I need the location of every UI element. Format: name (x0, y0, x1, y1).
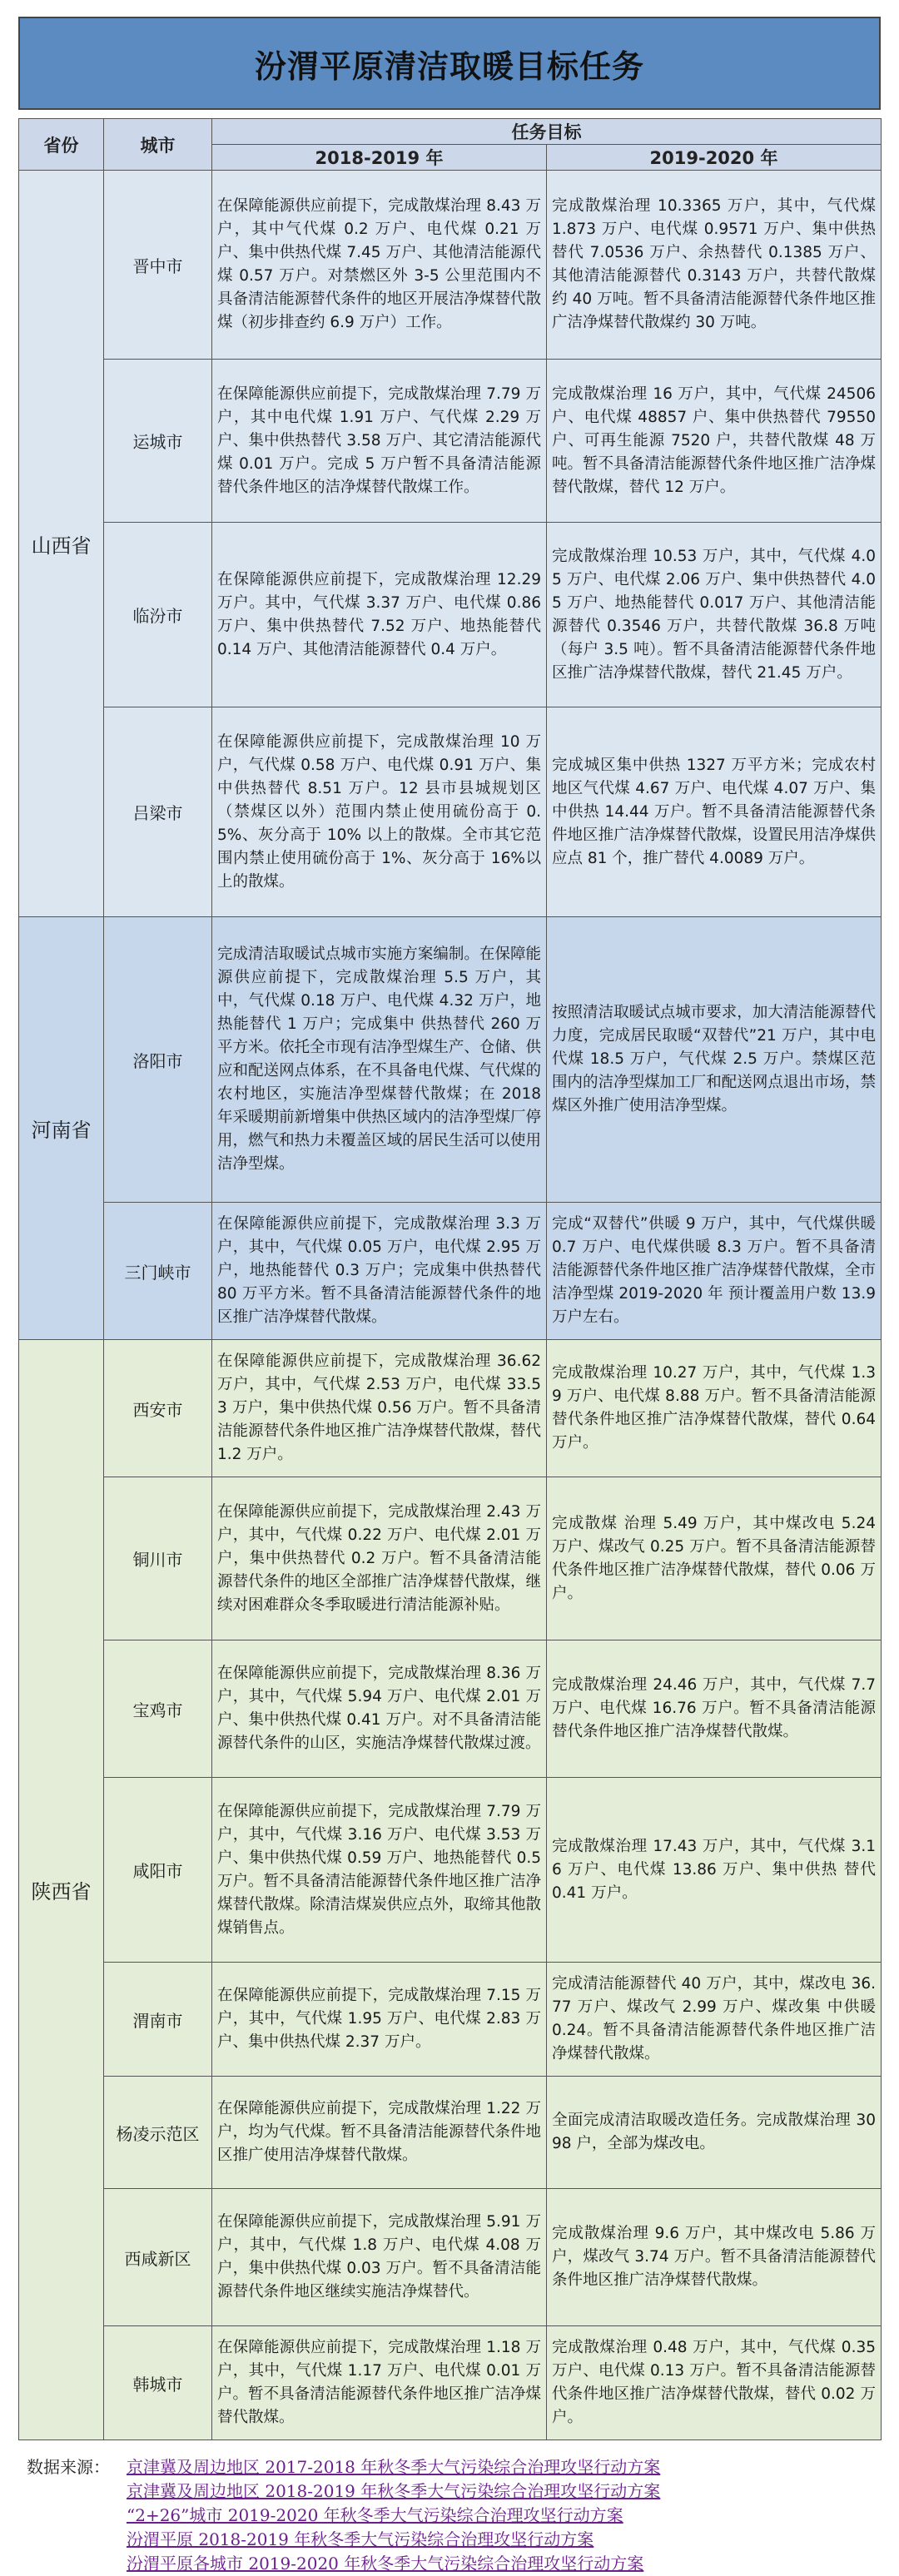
target-2019-2020-cell: 全面完成清洁取暖改造任务。完成散煤治理 3098 户，全部为煤改电。 (547, 2077, 882, 2189)
title-bar (18, 17, 881, 110)
table-row (19, 523, 882, 707)
city-cell: 临汾市 (104, 523, 212, 707)
city-cell: 渭南市 (104, 1963, 212, 2077)
target-2018-2019-cell: 在保障能源供应前提下，完成散煤治理 36.62 万户，其中，气代煤 2.53 万户，电代煤 33.53 万户，集中供热代煤 0.56 万户。暂不具备清洁能源替代条件地区推广洁净煤替代散煤，替代 1.2 万户。 (212, 1340, 547, 1477)
table-row (19, 2189, 882, 2326)
province-cell: 河南省 (19, 917, 104, 1340)
city-cell: 运城市 (104, 360, 212, 523)
table-row (19, 171, 882, 360)
target-2019-2020-cell: 完成“双替代”供暖 9 万户，其中，气代煤供暖 0.7 万户、电代煤供暖 8.3 万户。暂不具备清洁能源替代条件地区推广洁净煤替代散煤，全市洁净型煤 2019-2020 年 预计覆盖用户数 13.9 万户左右。 (547, 1203, 882, 1340)
target-2018-2019-cell: 在保障能源供应前提下，完成散煤治理 1.22 万户，均为气代煤。暂不具备清洁能源替代条件地区推广使用洁净煤替代散煤。 (212, 2077, 547, 2189)
city-cell: 韩城市 (104, 2326, 212, 2440)
target-2019-2020-cell: 完成散煤治理 10.27 万户，其中，气代煤 1.39 万户、电代煤 8.88 万户。暂不具备清洁能源替代条件地区推广洁净煤替代散煤，替代 0.64 万户。 (547, 1340, 882, 1477)
city-cell: 咸阳市 (104, 1778, 212, 1963)
city-cell: 洛阳市 (104, 917, 212, 1203)
table-row (19, 1963, 882, 2077)
target-2018-2019-cell: 在保障能源供应前提下，完成散煤治理 7.15 万户，其中，气代煤 1.95 万户、电代煤 2.83 万户、集中供热代煤 2.37 万户。 (212, 1963, 547, 2077)
city-cell: 杨凌示范区 (104, 2077, 212, 2189)
target-2018-2019-cell: 在保障能源供应前提下，完成散煤治理 3.3 万户，其中，气代煤 0.05 万户，电代煤 2.95 万户，地热能替代 0.3 万户；完成集中供热替代 80 万平方米。暂不具备清洁能源替代条件的地区推广洁净煤替代散煤。 (212, 1203, 547, 1340)
source-link[interactable]: 汾渭平原各城市 2019-2020 年秋冬季大气污染综合治理攻坚行动方案 (127, 2554, 644, 2574)
target-2018-2019-cell: 在保障能源供应前提下，完成散煤治理 7.79 万户，其中，气代煤 3.16 万户、电代煤 3.53 万户、集中供热代煤 0.59 万户、地热能替代 0.5 万户。暂不具备清洁能源替代条件地区推广洁净煤替代散煤。除清洁煤炭供应点外，取缔其他散煤销售点。 (212, 1778, 547, 1963)
table-row (19, 2077, 882, 2189)
city-cell: 晋中市 (104, 171, 212, 360)
target-2018-2019-cell: 在保障能源供应前提下，完成散煤治理 2.43 万户，其中，气代煤 0.22 万户、电代煤 2.01 万户，集中供热替代 0.2 万户。暂不具备清洁能源替代条件的地区全部推广洁净煤替代散煤，继续对困难群众冬季取暖进行清洁能源补贴。 (212, 1477, 547, 1640)
source-link[interactable]: “2+26”城市 2019-2020 年秋冬季大气污染综合治理攻坚行动方案 (127, 2505, 623, 2525)
province-cell: 陕西省 (19, 1340, 104, 2440)
city-cell: 宝鸡市 (104, 1640, 212, 1778)
target-2018-2019-cell: 在保障能源供应前提下，完成散煤治理 5.91 万户，其中，气代煤 1.8 万户、电代煤 4.08 万户，集中供热代煤 0.03 万户。暂不具备清洁能源替代条件地区继续实施洁净煤替代。 (212, 2189, 547, 2326)
table-row (19, 917, 882, 1203)
table-row (19, 1778, 882, 1963)
page-title: 汾渭平原清洁取暖目标任务 (254, 47, 644, 85)
target-2019-2020-cell: 完成散煤 治理 5.49 万户，其中煤改电 5.24 万户、煤改气 0.25 万户。暂不具备清洁能源替代条件地区推广洁净煤替代散煤，替代 0.06 万户。 (547, 1477, 882, 1640)
source-link[interactable]: 京津冀及周边地区 2018-2019 年秋冬季大气污染综合治理攻坚行动方案 (127, 2481, 661, 2501)
target-2019-2020-cell: 完成城区集中供热 1327 万平方米；完成农村地区气代煤 4.67 万户、电代煤 4.07 万户、集中供热 14.44 万户。暂不具备清洁能源替代条件地区推广洁净煤替代散煤，设置民用洁净煤供应点 81 个，推广替代 4.0089 万户。 (547, 707, 882, 917)
source-link[interactable]: 汾渭平原 2018-2019 年秋冬季大气污染综合治理攻坚行动方案 (127, 2529, 594, 2549)
target-2019-2020-cell: 完成散煤治理 9.6 万户，其中煤改电 5.86 万户，煤改气 3.74 万户。暂不具备清洁能源替代条件地区推广洁净煤替代散煤。 (547, 2189, 882, 2326)
city-cell: 西安市 (104, 1340, 212, 1477)
province-cell: 山西省 (19, 171, 104, 917)
targets-table (18, 118, 882, 2440)
table-row (19, 2326, 882, 2440)
target-2018-2019-cell: 完成清洁取暖试点城市实施方案编制。在保障能源供应前提下，完成散煤治理 5.5 万户，其中，气代煤 0.18 万户、电代煤 4.32 万户，地热能替代 1 万户；完成集中 供热替代 260 万平方米。依托全市现有洁净型煤生产、仓储、供应和配送网点体系，在不具备电代煤、气代煤的农村地区，实施洁净型煤替代散煤；在 2018 年采暖期前新增集中供热区域内的洁净型煤厂停用，燃气和热力未覆盖区域的居民生活可以使用洁净型煤。 (212, 917, 547, 1203)
table-row (19, 1203, 882, 1340)
city-cell: 吕梁市 (104, 707, 212, 917)
table-row (19, 1340, 882, 1477)
target-2019-2020-cell: 完成散煤治理 16 万户，其中，气代煤 24506 户、电代煤 48857 户、集中供热替代 79550 户、可再生能源 7520 户，共替代散煤 48 万吨。暂不具备清洁能源替代条件地区推广洁净煤替代散煤，替代 12 万户。 (547, 360, 882, 523)
target-2019-2020-cell: 完成散煤治理 0.48 万户，其中，气代煤 0.35 万户、电代煤 0.13 万户。暂不具备清洁能源替代条件地区推广洁净煤替代散煤，替代 0.02 万户。 (547, 2326, 882, 2440)
target-2019-2020-cell: 完成散煤治理 24.46 万户，其中，气代煤 7.7 万户、电代煤 16.76 万户。暂不具备清洁能源替代条件地区推广洁净煤替代散煤。 (547, 1640, 882, 1778)
table-row (19, 360, 882, 523)
target-2018-2019-cell: 在保障能源供应前提下，完成散煤治理 12.29 万户。其中，气代煤 3.37 万户、电代煤 0.86 万户、集中供热替代 7.52 万户、地热能替代 0.14 万户、其他清洁能源替代 0.4 万户。 (212, 523, 547, 707)
sources-label: 数据来源： (27, 2457, 110, 2477)
city-cell: 铜川市 (104, 1477, 212, 1640)
header-province: 省份 (19, 119, 104, 171)
target-2019-2020-cell: 按照清洁取暖试点城市要求，加大清洁能源替代力度，完成居民取暖“双替代”21 万户，其中电代煤 18.5 万户，气代煤 2.5 万户。禁煤区范围内的洁净型煤加工厂和配送网点退出市场，禁煤区外推广使用洁净型煤。 (547, 917, 882, 1203)
target-2018-2019-cell: 在保障能源供应前提下，完成散煤治理 10 万户，气代煤 0.58 万户、电代煤 0.91 万户、集中供热替代 8.51 万户。12 县市县城规划区（禁煤区以外）范围内禁止使用硫份高于 0.5%、灰分高于 10% 以上的散煤。全市其它范围内禁止使用硫份高于 1%、灰分高于 16%以上的散煤。 (212, 707, 547, 917)
target-2018-2019-cell: 在保障能源供应前提下，完成散煤治理 8.36 万户，其中，气代煤 5.94 万户、电代煤 2.01 万户、集中供热代煤 0.41 万户。对不具备清洁能源替代条件的山区，实施洁净煤替代散煤过渡。 (212, 1640, 547, 1778)
target-2018-2019-cell: 在保障能源供应前提下，完成散煤治理 7.79 万户，其中电代煤 1.91 万户、气代煤 2.29 万户、集中供热替代 3.58 万户、其它清洁能源代煤 0.01 万户。完成 5 万户暂不具备清洁能源替代条件地区的洁净煤替代散煤工作。 (212, 360, 547, 523)
header-year-2018-2019: 2018-2019 年 (212, 145, 547, 171)
target-2018-2019-cell: 在保障能源供应前提下，完成散煤治理 1.18 万户，其中，气代煤 1.17 万户、电代煤 0.01 万户。暂不具备清洁能源替代条件地区推广洁净煤替代散煤。 (212, 2326, 547, 2440)
city-cell: 西咸新区 (104, 2189, 212, 2326)
target-2019-2020-cell: 完成散煤治理 17.43 万户，其中，气代煤 3.16 万户、电代煤 13.86 万户、集中供热 替代 0.41 万户。 (547, 1778, 882, 1963)
table-row (19, 1640, 882, 1778)
source-link[interactable]: 京津冀及周边地区 2017-2018 年秋冬季大气污染综合治理攻坚行动方案 (127, 2457, 661, 2477)
header-year-2019-2020: 2019-2020 年 (547, 145, 882, 171)
target-2019-2020-cell: 完成清洁能源替代 40 万户，其中，煤改电 36.77 万户、煤改气 2.99 万户、煤改集 中供暖 0.24。暂不具备清洁能源替代条件地区推广洁净煤替代散煤。 (547, 1963, 882, 2077)
data-sources (18, 2455, 881, 2576)
target-2018-2019-cell: 在保障能源供应前提下，完成散煤治理 8.43 万户，其中气代煤 0.2 万户、电代煤 0.21 万户、集中供热代煤 7.45 万户、其他清洁能源代煤 0.57 万户。对禁燃区外 3-5 公里范围内不具备清洁能源替代条件的地区开展洁净煤替代散煤（初步排查约 6.9 万户）工作。 (212, 171, 547, 360)
target-2019-2020-cell: 完成散煤治理 10.53 万户，其中，气代煤 4.05 万户、电代煤 2.06 万户、集中供热替代 4.05 万户、地热能替代 0.017 万户、其他清洁能源替代 0.3546 万户，共替代散煤 36.8 万吨（每户 3.5 吨）。暂不具备清洁能源替代条件地区推广洁净煤替代散煤，替代 21.45 万户。 (547, 523, 882, 707)
city-cell: 三门峡市 (104, 1203, 212, 1340)
target-2019-2020-cell: 完成散煤治理 10.3365 万户，其中，气代煤 1.873 万户、电代煤 0.9571 万户、集中供热替代 7.0536 万户、余热替代 0.1385 万户、其他清洁能源替代 0.3143 万户，共替代散煤约 40 万吨。暂不具备清洁能源替代条件地区推广洁净煤替代散煤约 30 万吨。 (547, 171, 882, 360)
table-row (19, 1477, 882, 1640)
header-target: 任务目标 (212, 119, 882, 145)
table-row (19, 707, 882, 917)
header-city: 城市 (104, 119, 212, 171)
